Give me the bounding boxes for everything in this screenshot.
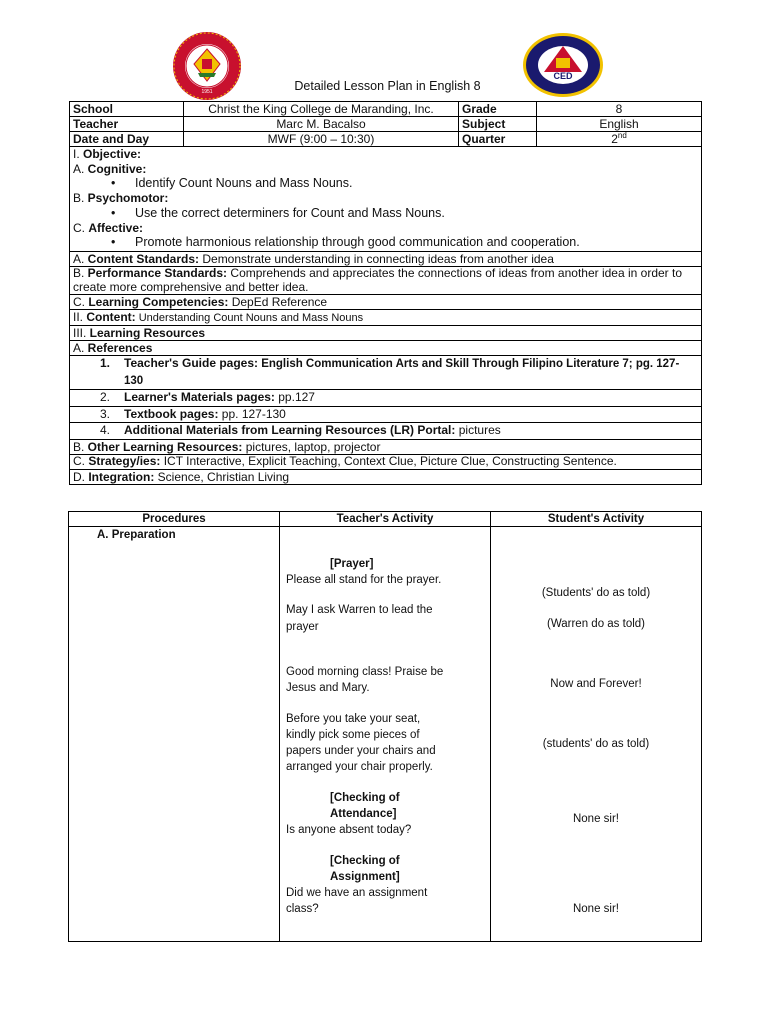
student-line: None sir! <box>572 813 620 825</box>
student-line: Now and Forever! <box>550 678 642 690</box>
teacher-line: May I ask Warren to lead the <box>286 604 433 616</box>
references-label: References <box>87 341 153 355</box>
reference-item-1-row <box>70 356 702 390</box>
reference-text: English Communication Arts and Skill Through Filipino Literature 7; pg. 127-130 <box>124 358 680 387</box>
integration-row <box>70 469 702 484</box>
teacher-line: Is anyone absent today? <box>286 824 412 836</box>
grade-value: 8 <box>537 102 702 117</box>
quarter-suffix: nd <box>617 131 627 140</box>
teacher-label: Teacher <box>70 117 184 132</box>
learning-resources-row <box>70 326 702 341</box>
reference-item-4-row <box>70 423 702 440</box>
date-value: MWF (9:00 – 10:30) <box>184 132 459 147</box>
content-text: Understanding Count Nouns and Mass Nouns <box>135 312 364 324</box>
strategy-label: Strategy/ies: <box>88 453 161 468</box>
cognitive-letter: A. <box>73 161 88 176</box>
document-title: Detailed Lesson Plan in English 8 <box>294 79 481 93</box>
reference-text: pp.127 <box>274 390 315 404</box>
cognitive-heading: Cognitive: <box>87 161 147 176</box>
svg-text:CED: CED <box>553 71 573 81</box>
student-activity-column-header: Student's Activity <box>491 512 702 527</box>
teacher-line: Jesus and Mary. <box>286 682 370 694</box>
teacher-line: [Checking of <box>330 792 400 804</box>
grade-label: Grade <box>459 102 537 117</box>
content-label: Content: <box>86 310 136 324</box>
psychomotor-heading: Psychomotor: <box>87 191 169 205</box>
teacher-line: arranged your chair properly. <box>286 761 433 773</box>
teacher-line: papers under your chairs and <box>286 745 436 757</box>
reference-item <box>73 356 698 389</box>
content-standards-letter: A. <box>73 252 88 266</box>
content-num: II. <box>73 310 87 324</box>
reference-num: 1. <box>100 356 111 370</box>
other-resources-text: pictures, laptop, projector <box>242 439 381 454</box>
quarter-label: Quarter <box>459 132 537 147</box>
learning-resources-num: III. <box>73 326 90 340</box>
date-label: Date and Day <box>70 132 184 147</box>
psychomotor-letter: B. <box>73 191 88 205</box>
teacher-line: class? <box>286 903 319 915</box>
reference-item <box>73 423 698 439</box>
other-resources-row <box>70 439 702 454</box>
reference-item <box>73 390 698 406</box>
student-activity-cell <box>491 527 702 942</box>
teacher-line: Attendance] <box>330 808 397 820</box>
subject-label: Subject <box>459 117 537 132</box>
cognitive-item: • Identify Count Nouns and Mass Nouns. <box>135 176 698 191</box>
references-row <box>70 341 702 356</box>
school-label: School <box>70 102 184 117</box>
integration-label: Integration: <box>88 469 155 484</box>
lesson-info-table <box>69 101 702 485</box>
student-line: None sir! <box>572 903 620 915</box>
teacher-line: [Checking of <box>330 855 400 867</box>
objective-num: I. <box>73 147 84 161</box>
reference-item <box>73 407 698 423</box>
student-line: (students' do as told) <box>542 738 650 750</box>
teacher-value: Marc M. Bacalso <box>184 117 459 132</box>
student-line: (Students' do as told) <box>541 587 651 599</box>
school-seal-logo <box>172 31 242 101</box>
other-resources-label: Other Learning Resources: <box>87 439 243 454</box>
quarter-value <box>537 132 702 147</box>
ced-seal-logo <box>522 32 604 98</box>
performance-standards-letter: B. <box>73 266 88 280</box>
performance-standards-text: Comprehends and appreciates the connections of ideas from another idea in order to create more comprehensive and better idea. <box>73 266 683 294</box>
learning-competencies-text: DepEd Reference <box>228 295 328 309</box>
teacher-line: [Prayer] <box>330 558 374 570</box>
reference-text: pp. 127-130 <box>218 406 286 421</box>
procedures-cell <box>69 527 280 942</box>
strategy-row <box>70 454 702 469</box>
reference-label: Additional Materials from Learning Resources (LR) Portal: <box>124 423 456 437</box>
school-value: Christ the King College de Maranding, Inc. <box>184 102 459 117</box>
reference-item-2-row <box>70 390 702 407</box>
reference-label: Teacher's Guide pages: <box>124 356 259 370</box>
teacher-line: Before you take your seat, <box>286 713 421 725</box>
content-standards-row <box>70 252 702 267</box>
reference-num: 3. <box>100 406 111 421</box>
affective-heading: Affective: <box>88 220 144 235</box>
performance-standards-row <box>70 267 702 295</box>
student-line: (Warren do as told) <box>547 618 645 630</box>
other-resources-letter: B. <box>73 439 88 454</box>
reference-text: pictures <box>455 423 501 437</box>
performance-standards-label: Performance Standards: <box>87 266 228 280</box>
integration-letter: D. <box>73 469 89 484</box>
learning-competencies-letter: C. <box>73 295 89 309</box>
affective-item: • Promote harmonious relationship through good communication and cooperation. <box>135 235 698 250</box>
objective-heading: Objective: <box>83 147 142 161</box>
teacher-line: kindly pick some pieces of <box>286 729 420 741</box>
content-row <box>70 310 702 326</box>
procedures-table <box>68 511 702 942</box>
psychomotor-item: • Use the correct determiners for Count and Mass Nouns. <box>135 206 698 221</box>
teacher-activity-cell <box>280 527 491 942</box>
affective-letter: C. <box>73 220 89 235</box>
reference-num: 2. <box>100 390 111 404</box>
teacher-line: Good morning class! Praise be <box>286 666 444 678</box>
learning-competencies-row <box>70 295 702 310</box>
subject-value: English <box>537 117 702 132</box>
teacher-line: Please all stand for the prayer. <box>286 574 442 586</box>
content-standards-text: Demonstrate understanding in connecting ideas from another idea <box>199 252 554 266</box>
preparation-stage: A. Preparation <box>97 529 176 541</box>
reference-label: Textbook pages: <box>124 406 219 421</box>
learning-competencies-label: Learning Competencies: <box>88 295 229 309</box>
strategy-letter: C. <box>73 453 89 468</box>
reference-item-3-row <box>70 406 702 423</box>
teacher-line: Assignment] <box>330 871 400 883</box>
integration-text: Science, Christian Living <box>154 469 290 484</box>
references-letter: A. <box>73 341 88 355</box>
procedures-column-header: Procedures <box>69 512 280 527</box>
quarter-number: 2 <box>611 132 618 146</box>
objectives-cell <box>70 147 702 252</box>
teacher-activity-column-header: Teacher's Activity <box>280 512 491 527</box>
learning-resources-label: Learning Resources <box>89 326 206 340</box>
teacher-line: Did we have an assignment <box>286 887 428 899</box>
svg-text:1951: 1951 <box>201 89 213 95</box>
strategy-text: ICT Interactive, Explicit Teaching, Context Clue, Picture Clue, Constructing Sentence. <box>160 453 617 468</box>
reference-num: 4. <box>100 423 111 437</box>
content-standards-label: Content Standards: <box>87 252 200 266</box>
teacher-line: prayer <box>286 621 319 633</box>
reference-label: Learner's Materials pages: <box>124 390 275 404</box>
